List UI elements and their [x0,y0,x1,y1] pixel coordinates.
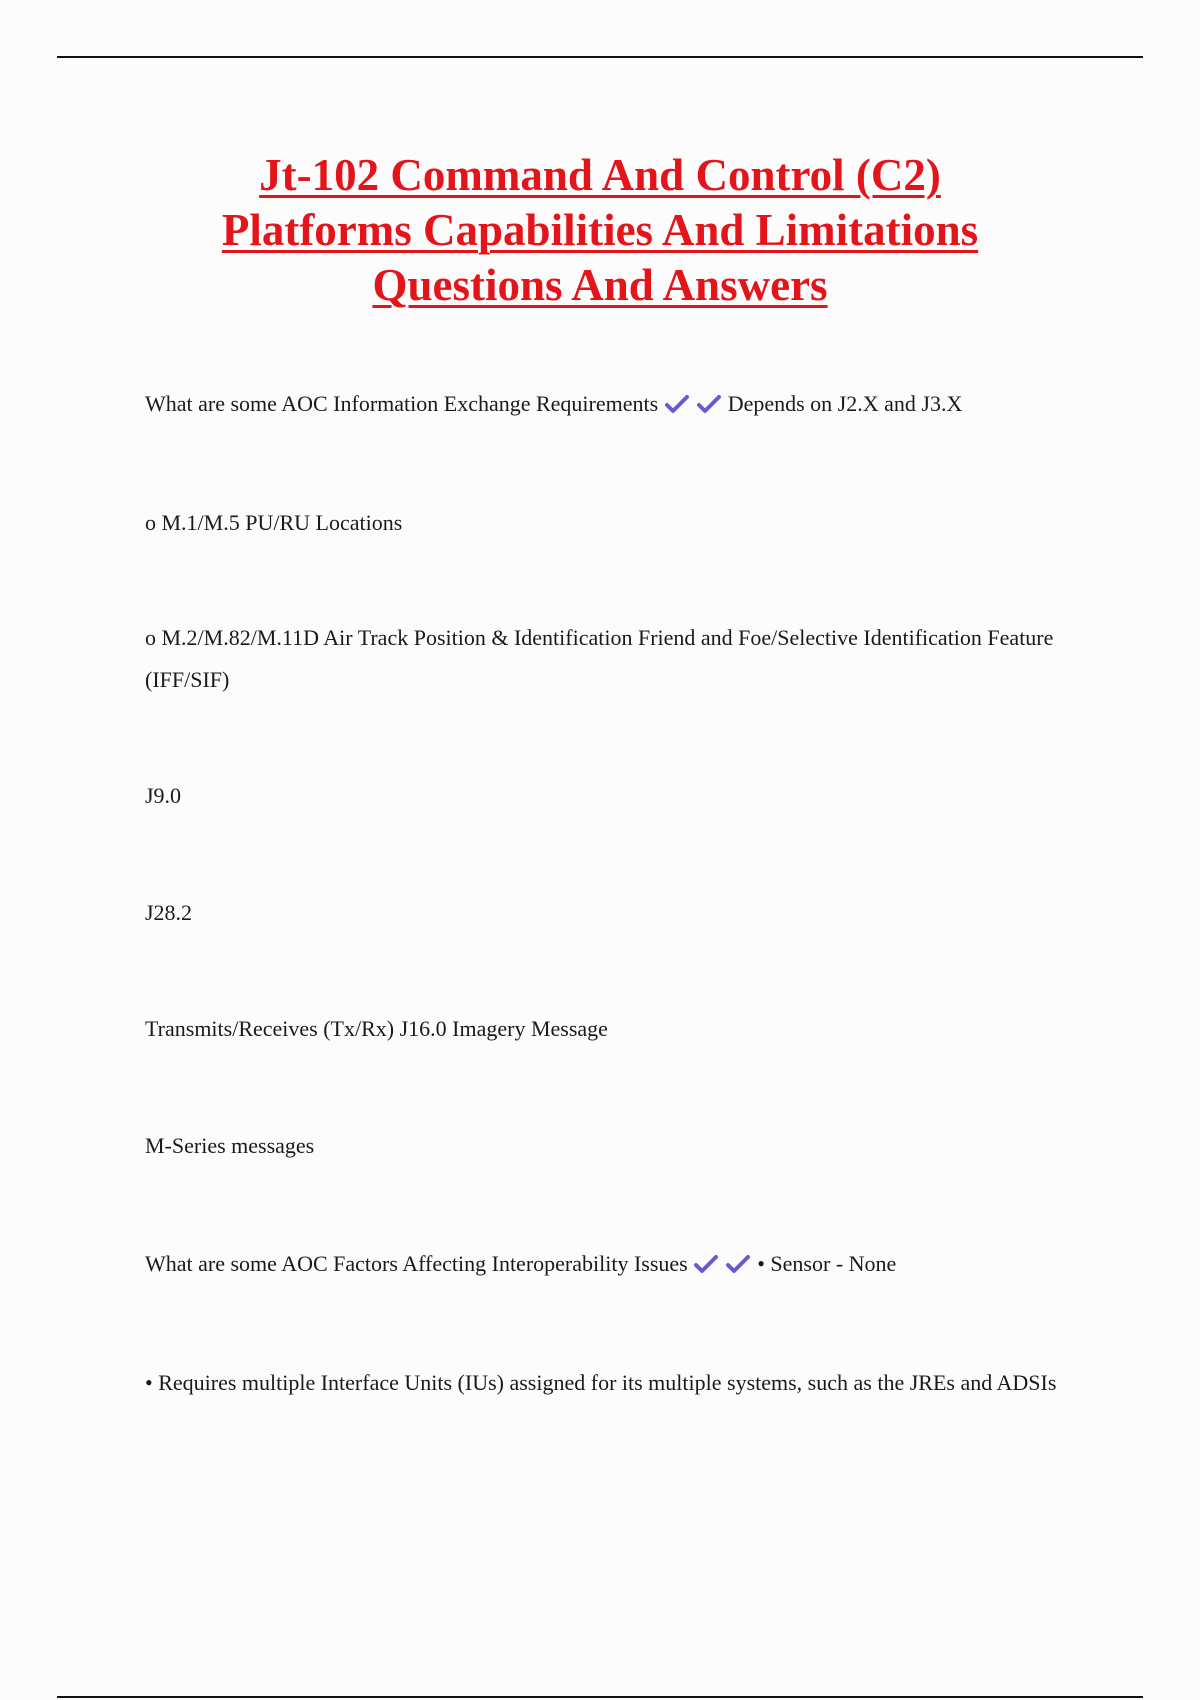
question-text: What are some AOC Factors Affecting Interoperability Issues [145,1251,688,1276]
answer-paragraph: Transmits/Receives (Tx/Rx) J16.0 Imagery Message [145,1016,608,1041]
title-line-2: Platforms Capabilities And Limitations [221,205,979,255]
document-title [100,148,1100,313]
answer-paragraph: J9.0 [145,783,182,808]
check-icon [693,1254,719,1274]
check-icon [664,394,690,414]
answer-paragraph: M-Series messages [145,1133,315,1158]
question-text: What are some AOC Information Exchange Requirements [145,391,659,416]
answer-paragraph: o M.1/M.5 PU/RU Locations [145,510,403,535]
footer-rule [57,1696,1143,1698]
question-paragraph [145,1243,1085,1285]
answer-paragraph: • Requires multiple Interface Units (IUs) assigned for its multiple systems, such as the JREs and ADSIs [145,1370,1057,1395]
answer-paragraph: J28.2 [145,900,193,925]
header-rule [57,56,1143,58]
question-paragraph [145,383,1085,425]
answer-text: Depends on J2.X and J3.X [727,391,963,416]
answer-paragraph: o M.2/M.82/M.11D Air Track Position & Identification Friend and Foe/Selective Identification Feature (IFF/SIF) [145,625,1054,692]
check-icon [725,1254,751,1274]
answer-text: • Sensor - None [757,1251,897,1276]
title-line-3: Questions And Answers [372,260,828,310]
check-icon [696,394,722,414]
title-line-1: Jt-102 Command And Control (C2) [259,150,941,200]
